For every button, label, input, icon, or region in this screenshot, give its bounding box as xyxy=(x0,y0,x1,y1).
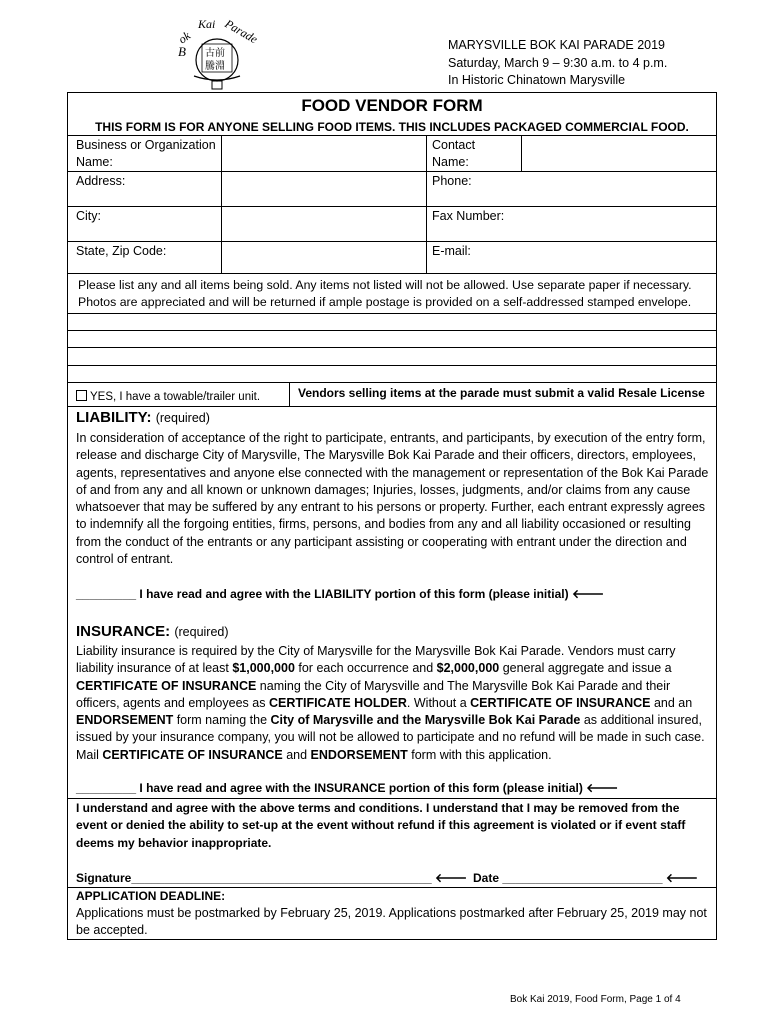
date-label: Date xyxy=(473,871,500,885)
item-line-4[interactable] xyxy=(69,366,715,382)
deadline-heading: APPLICATION DEADLINE: xyxy=(76,889,226,903)
state-zip-field[interactable] xyxy=(222,242,425,272)
deadline-text: Applications must be postmarked by February 25, 2019. Applications postmarked after February 25, 2019 may not be accepted. xyxy=(76,906,707,938)
item-line-3[interactable] xyxy=(69,348,715,365)
liability-initial-field[interactable]: _________ xyxy=(76,587,137,601)
bok-kai-logo-icon xyxy=(172,14,262,92)
contact-label: Contact xyxy=(432,138,476,152)
insurance-required: (required) xyxy=(174,625,229,639)
svg-text:Kai: Kai xyxy=(198,17,216,31)
business-label-name: Name: xyxy=(76,155,113,169)
item-line-1[interactable] xyxy=(69,314,715,330)
contact-label-name: Name: xyxy=(432,155,469,169)
event-header xyxy=(448,37,667,90)
left-arrow-icon: 🡐 xyxy=(586,781,619,795)
logo-text-b: B xyxy=(178,44,186,59)
form-subtitle: THIS FORM IS FOR ANYONE SELLING FOOD ITEMS. THIS INCLUDES PACKAGED COMMERCIAL FOOD. xyxy=(95,120,689,134)
business-name-field[interactable] xyxy=(222,136,425,170)
svg-text:騰淵: 騰淵 xyxy=(205,61,225,72)
email-field[interactable] xyxy=(522,242,715,272)
date-field[interactable]: ________________________ xyxy=(502,871,663,885)
insurance-text: Liability insurance is required by the City of Marysville for the Marysville Bok Kai Parade. Vendors must carry liability insurance of at least $1,000,000 for each occurrence and $2,000,000 general aggregate and issue a CERTIFICATE OF INSURANCE naming the City of Marysville and The Marysville Bok Kai Parade and their officers, agents and employees as CERTIFICATE HOLDER. Without a CERTIFICATE OF INSURANCE and an ENDORSEMENT form naming the City of Marysville and the Marysville Bok Kai Parade as additional insured, issued by your insurance company, you will not be allowed to participate and no refund will be made in such case. Mail CERTIFICATE OF INSURANCE and ENDORSEMENT form with this application. xyxy=(76,644,705,762)
liability-required: (required) xyxy=(155,411,210,425)
liability-initial-label: I have read and agree with the LIABILITY portion of this form (please initial) xyxy=(139,587,569,601)
state-zip-label: State, Zip Code: xyxy=(76,244,167,258)
email-label: E-mail: xyxy=(432,244,471,258)
insurance-initial-row xyxy=(76,780,618,797)
insurance-title: INSURANCE: xyxy=(76,623,171,640)
business-label: Business or Organization xyxy=(76,138,216,152)
fax-field[interactable] xyxy=(522,207,715,240)
items-instructions-2: Photos are appreciated and will be returned if ample postage is provided on a self-addressed stamped envelope. xyxy=(78,295,692,309)
left-arrow-icon: 🡐 xyxy=(435,871,468,885)
svg-text:ok: ok xyxy=(175,28,194,47)
signature-row xyxy=(76,870,467,887)
page-footer: Bok Kai 2019, Food Form, Page 1 of 4 xyxy=(510,994,681,1005)
items-instructions-1: Please list any and all items being sold. Any items not listed will not be allowed. Use separate paper if necessary. xyxy=(78,278,692,292)
towable-label: YES, I have a towable/trailer unit. xyxy=(90,391,261,403)
form-title: FOOD VENDOR FORM xyxy=(301,96,483,115)
phone-field[interactable] xyxy=(522,172,715,205)
left-arrow-icon: 🡐 xyxy=(665,871,699,885)
svg-text:Parade: Parade xyxy=(222,16,261,47)
city-field[interactable] xyxy=(222,207,425,240)
liability-title: LIABILITY: xyxy=(76,409,152,426)
insurance-initial-field[interactable]: _________ xyxy=(76,781,137,795)
liability-heading xyxy=(76,409,210,427)
address-field[interactable] xyxy=(222,172,425,205)
signature-label: Signature xyxy=(76,871,132,885)
event-location: In Historic Chinatown Marysville xyxy=(448,73,626,87)
item-line-2[interactable] xyxy=(69,331,715,347)
fax-label: Fax Number: xyxy=(432,209,505,223)
svg-text:古前: 古前 xyxy=(205,48,225,59)
date-row xyxy=(473,870,698,887)
left-arrow-icon: 🡐 xyxy=(571,587,605,601)
insurance-heading xyxy=(76,623,229,641)
svg-text:B xyxy=(178,44,186,59)
liability-text: In consideration of acceptance of the right to participate, entrants, and participants, by execution of the entry form, release and discharge City of Marysville, The Marysville Bok Kai Parade and their officers, directors, employees, agents, representatives and anyone else connected with the management or representation of the Bok Kai Parade of and from any and all known or unknown damages; Injuries, losses, judgments, and/or claims from any cause whatsoever that may be suffered by any entrant to his persons or property. Further, each entrant expressly agrees to indemnify all the forgoing entities, firms, persons, and bodies from any and all liability occasioned or resulting from the conduct of the entrants or any participant assisting or cooperating with entrant under the direction and control of entrant. xyxy=(76,431,709,567)
event-title: MARYSVILLE BOK KAI PARADE 2019 xyxy=(448,38,665,52)
insurance-initial-label: I have read and agree with the INSURANCE portion of this form (please initial) xyxy=(139,781,583,795)
event-date: Saturday, March 9 – 9:30 a.m. to 4 p.m. xyxy=(448,55,668,70)
resale-license-notice: Vendors selling items at the parade must submit a valid Resale License xyxy=(298,386,705,400)
liability-initial-row xyxy=(76,586,604,603)
city-label: City: xyxy=(76,209,101,223)
vendor-form xyxy=(67,92,717,940)
phone-label: Phone: xyxy=(432,174,472,188)
towable-checkbox[interactable] xyxy=(76,390,87,401)
address-label: Address: xyxy=(76,174,126,188)
signature-field[interactable]: _____________________________________________ xyxy=(131,871,432,885)
agreement-text: I understand and agree with the above terms and conditions. I understand that I may be removed from the event or denied the ability to set-up at the event without refund if this agreement is violated or if event staff deems my behavior inappropriate. xyxy=(76,801,686,850)
contact-name-field[interactable] xyxy=(522,136,715,170)
towable-row xyxy=(76,389,260,406)
